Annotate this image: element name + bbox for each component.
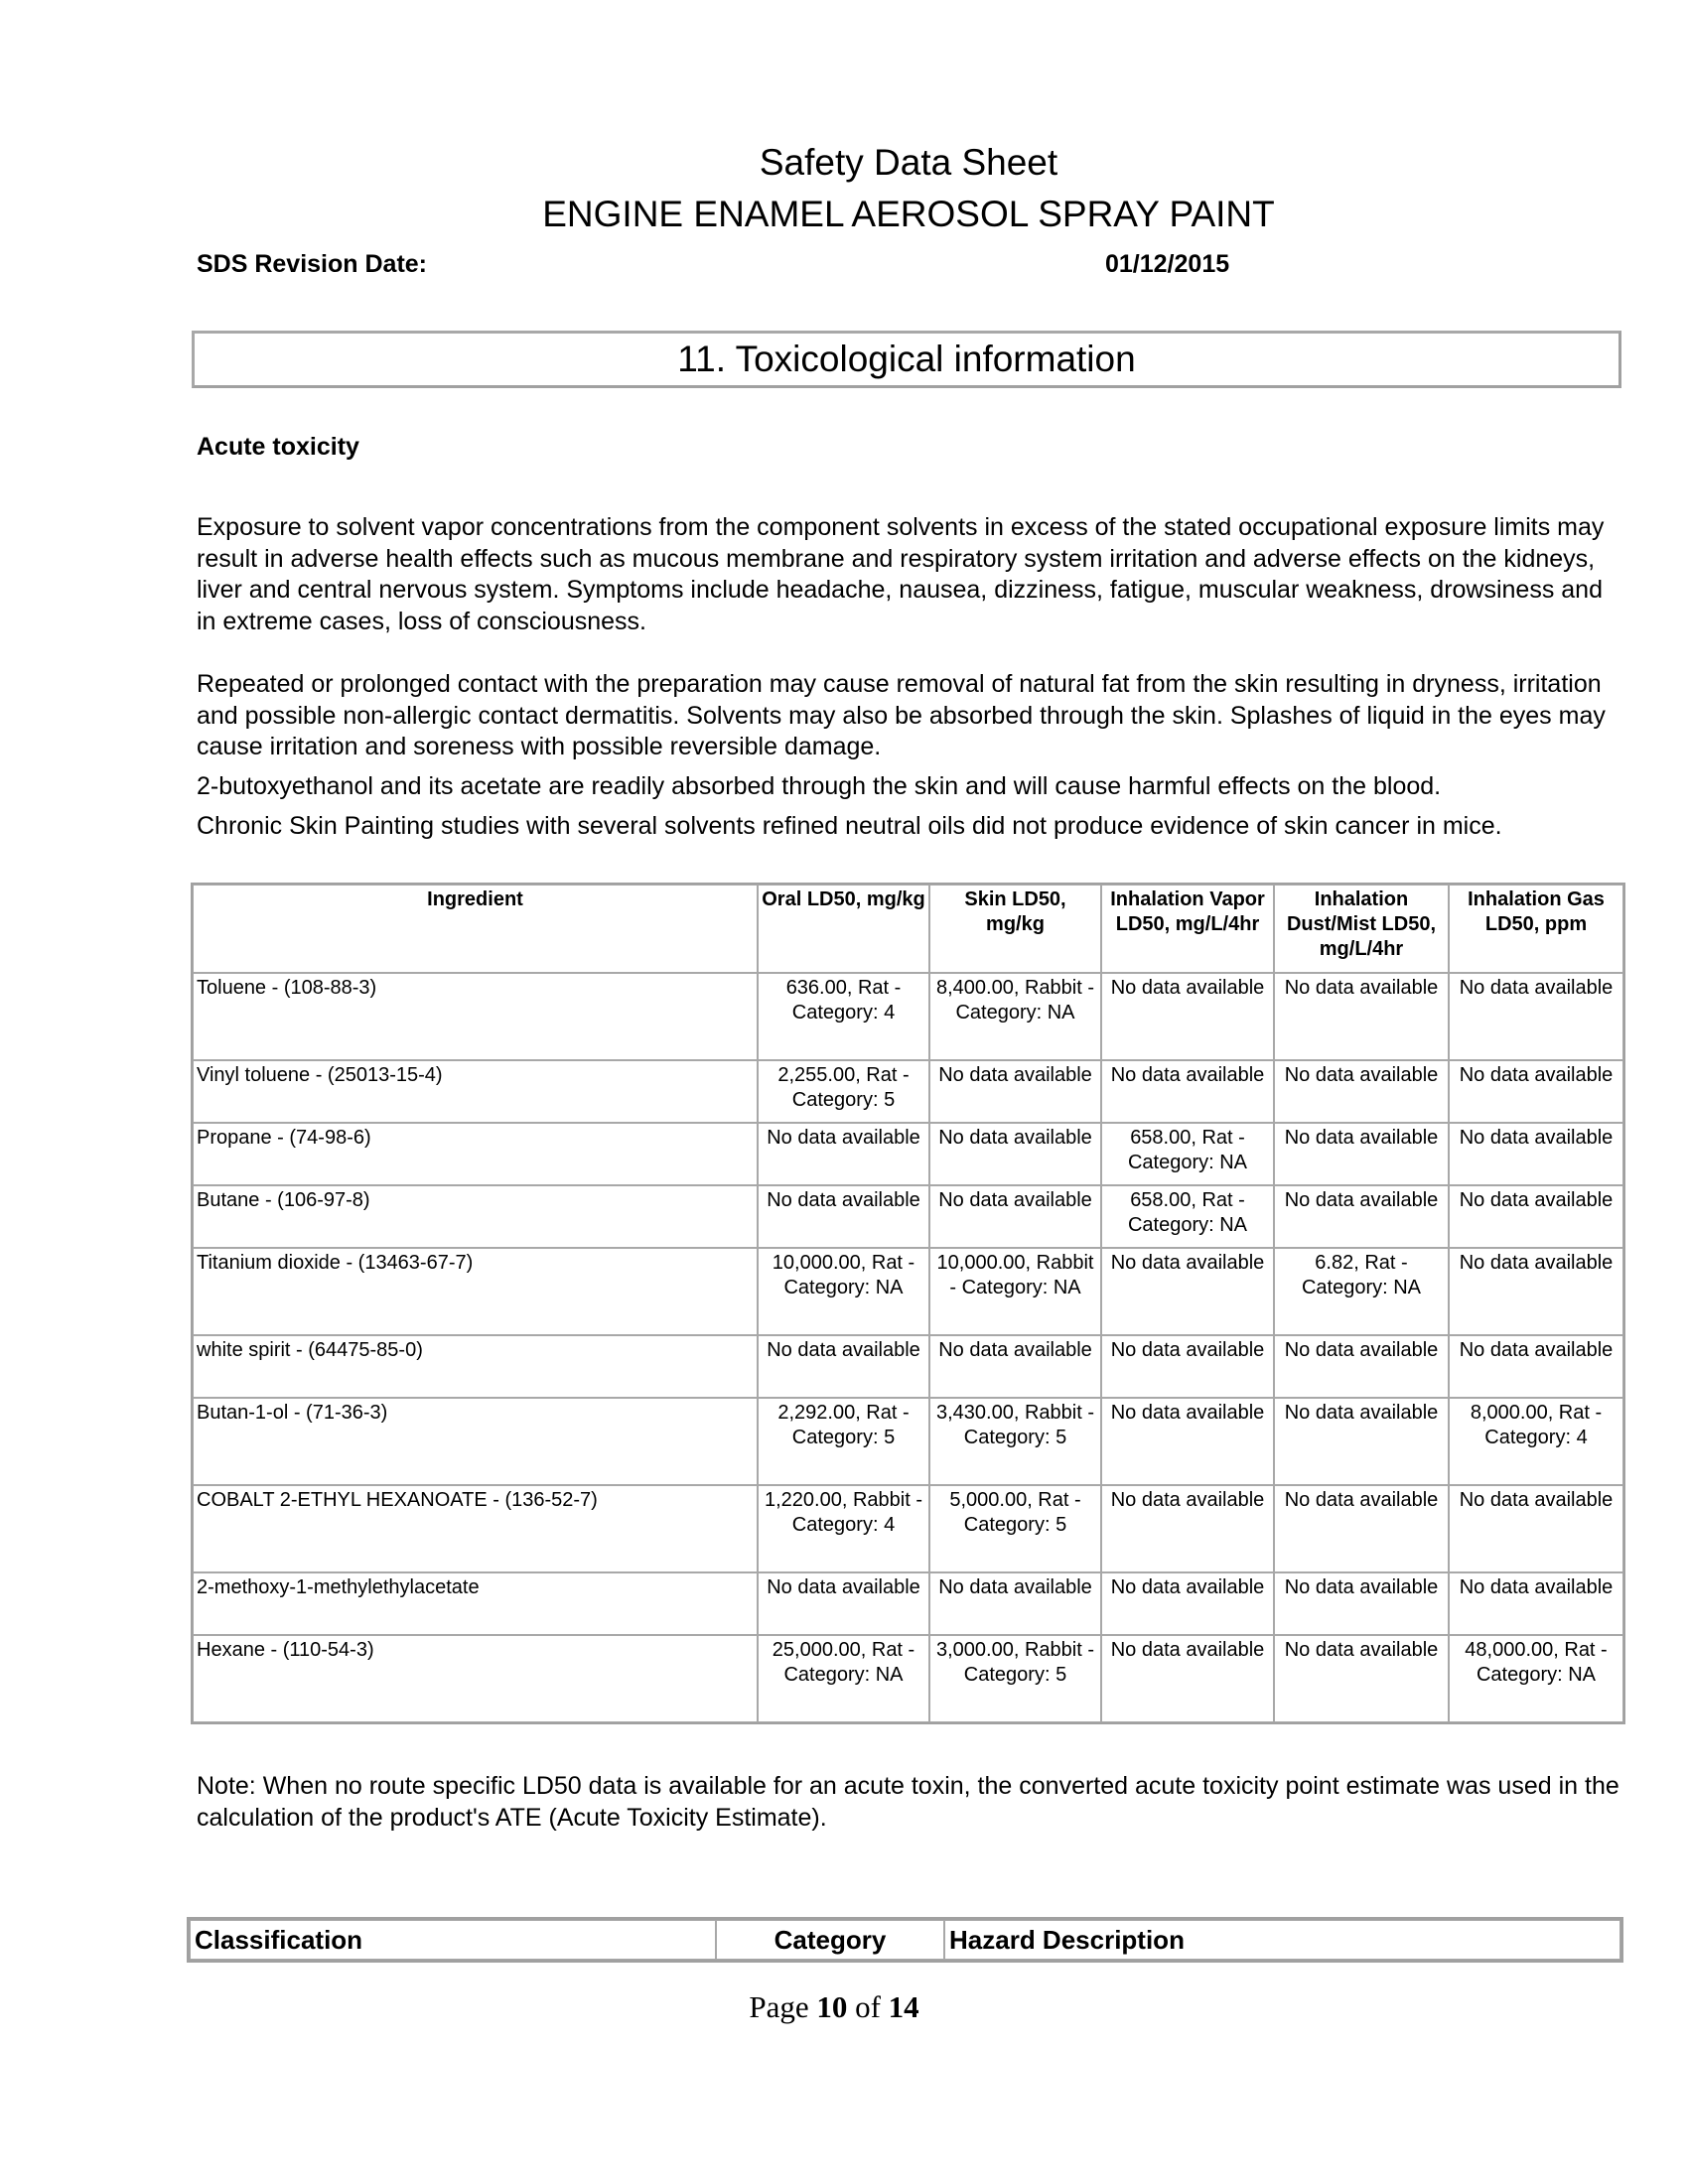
value-cell: No data available [929,1185,1101,1248]
column-header: Ingredient [193,885,758,973]
ingredient-cell: Vinyl toluene - (25013-15-4) [193,1060,758,1123]
table-row [193,1335,1623,1398]
ingredient-cell: Titanium dioxide - (13463-67-7) [193,1248,758,1335]
value-cell: 3,000.00, Rabbit - Category: 5 [929,1635,1101,1722]
toxicity-table [191,883,1625,1724]
ingredient-cell: Butane - (106-97-8) [193,1185,758,1248]
page-number [0,1989,1668,2025]
value-cell: No data available [1449,1060,1623,1123]
value-cell: No data available [929,1335,1101,1398]
value-cell: 48,000.00, Rat - Category: NA [1449,1635,1623,1722]
value-cell: No data available [1274,1572,1449,1635]
paragraph: Repeated or prolonged contact with the preparation may cause removal of natural fat from the skin resulting in dryness, irritation and possible non-allergic contact dermatitis. Solvents may also be absorbed through the skin. Splashes of liquid in the eyes may cause irritation and soreness with possible reversible damage. [197,670,1606,760]
value-cell: 658.00, Rat - Category: NA [1101,1185,1274,1248]
paragraph: Exposure to solvent vapor concentrations from the component solvents in excess of the stated occupational exposure limits may result in adverse health effects such as mucous membrane and respiratory system irritation and adverse effects on the kidneys, liver and central nervous system. Symptoms include headache, nausea, dizziness, fatigue, muscular weakness, drowsiness and in extreme cases, loss of consciousness. [197,513,1605,635]
table-row [193,1123,1623,1185]
value-cell: No data available [1274,1123,1449,1185]
ingredient-cell: COBALT 2-ETHYL HEXANOATE - (136-52-7) [193,1485,758,1572]
classification-header-row [190,1920,1620,1960]
value-cell: No data available [1101,1335,1274,1398]
ingredient-cell: white spirit - (64475-85-0) [193,1335,758,1398]
table-row [193,1572,1623,1635]
value-cell: No data available [1274,1635,1449,1722]
value-cell: No data available [1101,1398,1274,1485]
value-cell: 10,000.00, Rat - Category: NA [758,1248,929,1335]
value-cell: No data available [1449,1572,1623,1635]
table-row [193,1485,1623,1572]
section-header: 11. Toxicological information [192,331,1621,388]
table-row [193,973,1623,1060]
acute-toxicity-heading: Acute toxicity [197,433,359,461]
paragraph: 2-butoxyethanol and its acetate are readily absorbed through the skin and will cause harmful effects on the blood. [197,772,1442,800]
column-header: Inhalation Gas LD50, ppm [1449,885,1623,973]
value-cell: No data available [1449,1248,1623,1335]
value-cell: No data available [758,1335,929,1398]
value-cell: 6.82, Rat - Category: NA [1274,1248,1449,1335]
table-header-row [193,885,1623,973]
paragraph: Chronic Skin Painting studies with several solvents refined neutral oils did not produce evidence of skin cancer in mice. [197,812,1502,840]
value-cell: No data available [1274,1485,1449,1572]
value-cell: No data available [1101,1635,1274,1722]
value-cell: 658.00, Rat - Category: NA [1101,1123,1274,1185]
value-cell: 8,400.00, Rabbit - Category: NA [929,973,1101,1060]
value-cell: No data available [1101,1485,1274,1572]
value-cell: No data available [758,1572,929,1635]
ingredient-cell: Butan-1-ol - (71-36-3) [193,1398,758,1485]
page-prefix: Page [749,1989,817,2024]
value-cell: 2,255.00, Rat - Category: 5 [758,1060,929,1123]
value-cell: No data available [758,1185,929,1248]
document-title: Safety Data Sheet [759,142,1058,183]
ingredient-cell: 2-methoxy-1-methylethylacetate [193,1572,758,1635]
total-pages: 14 [888,1989,919,2024]
value-cell: No data available [1101,1248,1274,1335]
value-cell: No data available [929,1123,1101,1185]
column-header: Inhalation Dust/Mist LD50, mg/L/4hr [1274,885,1449,973]
table-row [193,1248,1623,1335]
product-name: ENGINE ENAMEL AEROSOL SPRAY PAINT [542,194,1275,234]
value-cell: 8,000.00, Rat - Category: 4 [1449,1398,1623,1485]
value-cell: 25,000.00, Rat - Category: NA [758,1635,929,1722]
value-cell: No data available [1101,1572,1274,1635]
value-cell: No data available [1101,1060,1274,1123]
value-cell: No data available [1274,1398,1449,1485]
ingredient-cell: Toluene - (108-88-3) [193,973,758,1060]
value-cell: No data available [1274,1335,1449,1398]
ingredient-cell: Propane - (74-98-6) [193,1123,758,1185]
value-cell: No data available [1449,1485,1623,1572]
table-row [193,1398,1623,1485]
classification-table [187,1917,1623,1963]
note-text: Note: When no route specific LD50 data is available for an acute toxin, the converted acute toxicity point estimate was used in the calculation of the product's ATE (Acute Toxicity Estimate). [197,1772,1619,1832]
hazard-description-header: Hazard Description [944,1920,1620,1960]
value-cell: No data available [1101,973,1274,1060]
value-cell: 2,292.00, Rat - Category: 5 [758,1398,929,1485]
column-header: Oral LD50, mg/kg [758,885,929,973]
value-cell: No data available [1274,1185,1449,1248]
value-cell: 3,430.00, Rabbit - Category: 5 [929,1398,1101,1485]
page-of: of [847,1989,889,2024]
current-page: 10 [816,1989,848,2024]
value-cell: 1,220.00, Rabbit - Category: 4 [758,1485,929,1572]
value-cell: No data available [1449,1185,1623,1248]
value-cell: No data available [1449,1123,1623,1185]
column-header: Skin LD50, mg/kg [929,885,1101,973]
value-cell: No data available [929,1572,1101,1635]
revision-date: 01/12/2015 [1105,250,1230,278]
value-cell: No data available [758,1123,929,1185]
table-row [193,1185,1623,1248]
value-cell: 636.00, Rat - Category: 4 [758,973,929,1060]
value-cell: No data available [1274,973,1449,1060]
table-row [193,1635,1623,1722]
classification-header: Classification [190,1920,716,1960]
column-header: Inhalation Vapor LD50, mg/L/4hr [1101,885,1274,973]
category-header: Category [716,1920,944,1960]
value-cell: No data available [1274,1060,1449,1123]
value-cell: 5,000.00, Rat - Category: 5 [929,1485,1101,1572]
value-cell: 10,000.00, Rabbit - Category: NA [929,1248,1101,1335]
value-cell: No data available [1449,1335,1623,1398]
value-cell: No data available [1449,973,1623,1060]
ingredient-cell: Hexane - (110-54-3) [193,1635,758,1722]
revision-label: SDS Revision Date: [197,250,428,278]
value-cell: No data available [929,1060,1101,1123]
table-row [193,1060,1623,1123]
